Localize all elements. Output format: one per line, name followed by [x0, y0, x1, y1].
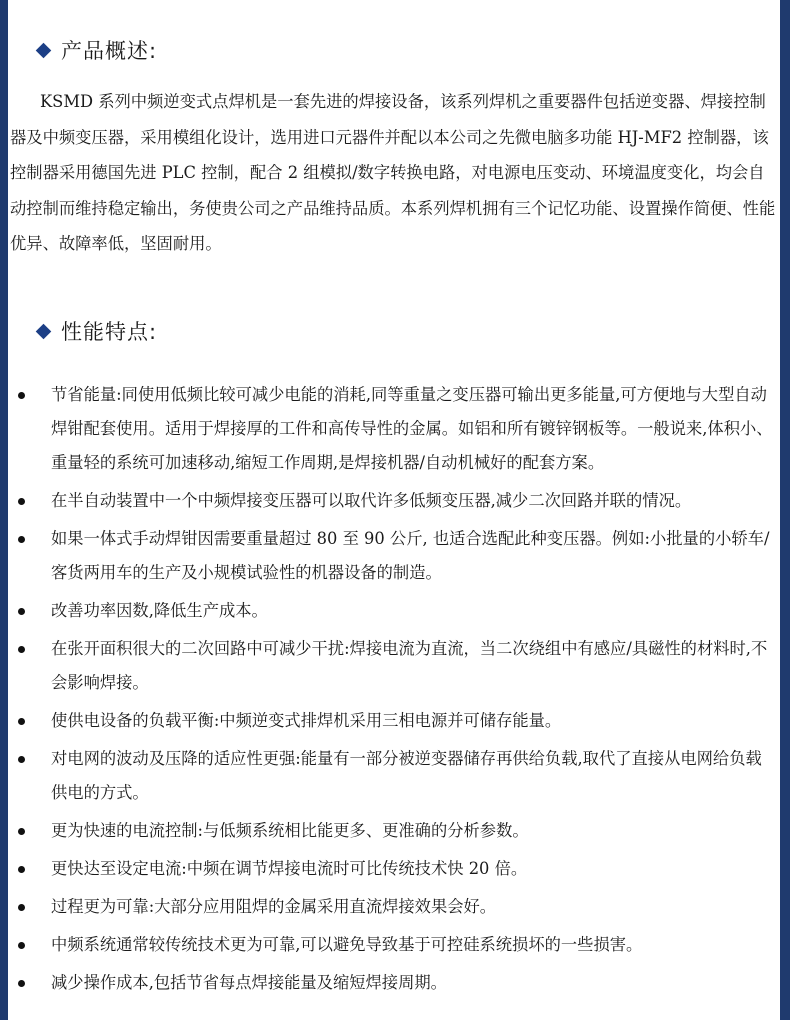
bullet-dot-icon [18, 828, 25, 835]
bullet-dot-icon [18, 392, 25, 399]
feature-text: 使供电设备的负载平衡:中频逆变式排焊机采用三相电源并可储存能量。 [51, 711, 562, 730]
bullet-dot-icon [18, 646, 25, 653]
feature-text: 在半自动装置中一个中频焊接变压器可以取代许多低频变压器,减少二次回路并联的情况。 [51, 491, 692, 510]
feature-item [8, 594, 780, 628]
overview-heading [38, 30, 157, 70]
bullet-dot-icon [18, 904, 25, 911]
overview-paragraph: KSMD 系列中频逆变式点焊机是一套先进的焊接设备，该系列焊机之重要器件包括逆变器、焊接控制器及中频变压器，采用模组化设计，选用进口元器件并配以本公司之先微电脑多功能 HJ-MF2 控制器，该控制器采用德国先进 PLC 控制，配合 2 组模拟/数字转换电路，对电源电压变动、环境温度变化，均会自动控制而维持稳定输出，务使贵公司之产品维持品质。本系列焊机拥有三个记忆功能、设置操作简便、性能优异、故障率低，坚固耐用。 [10, 92, 776, 254]
feature-item [8, 484, 780, 518]
bullet-dot-icon [18, 756, 25, 763]
bullet-dot-icon [18, 536, 25, 543]
feature-text: 减少操作成本,包括节省每点焊接能量及缩短焊接周期。 [51, 973, 447, 992]
feature-text: 中频系统通常较传统技术更为可靠,可以避免导致基于可控硅系统损坏的一些损害。 [51, 935, 643, 954]
feature-item [8, 814, 780, 848]
feature-text: 节省能量:同使用低频比较可减少电能的消耗,同等重量之变压器可输出更多能量,可方便地与大型自动焊钳配套使用。适用于焊接厚的工件和高传导性的金属。如铝和所有镀锌钢板等。一般说来,体积小、重量轻的系统可加速移动,缩短工作周期,是焊接机器/自动机械好的配套方案。 [51, 385, 773, 472]
features-heading-text: 性能特点: [61, 320, 158, 344]
feature-item [8, 704, 780, 738]
bullet-dot-icon [18, 608, 25, 615]
feature-item [8, 632, 780, 700]
bullet-dot-icon [18, 866, 25, 873]
feature-text: 在张开面积很大的二次回路中可减少干扰:焊接电流为直流，当二次绕组中有感应/具磁性的材料时,不会影响焊接。 [51, 639, 768, 692]
feature-item [8, 522, 780, 590]
feature-text: 过程更为可靠:大部分应用阻焊的金属采用直流焊接效果会好。 [51, 897, 497, 916]
features-list [8, 378, 780, 1004]
feature-item [8, 852, 780, 886]
overview-heading-text: 产品概述: [61, 39, 158, 63]
bullet-dot-icon [18, 980, 25, 987]
feature-item [8, 928, 780, 962]
features-heading [38, 311, 157, 351]
document-page [8, 0, 780, 1020]
feature-text: 更为快速的电流控制:与低频系统相比能更多、更准确的分析参数。 [51, 821, 529, 840]
feature-item [8, 890, 780, 924]
diamond-bullet-icon [36, 42, 52, 58]
feature-item [8, 742, 780, 810]
feature-item [8, 966, 780, 1000]
feature-text: 如果一体式手动焊钳因需要重量超过 80 至 90 公斤, 也适合选配此种变压器。例如:小批量的小轿车/客货两用车的生产及小规模试验性的机器设备的制造。 [51, 529, 770, 582]
feature-text: 改善功率因数,降低生产成本。 [51, 601, 268, 620]
feature-text: 对电网的波动及压降的适应性更强:能量有一部分被逆变器储存再供给负载,取代了直接从电网给负载供电的方式。 [51, 749, 762, 802]
bullet-dot-icon [18, 718, 25, 725]
feature-item [8, 378, 780, 480]
feature-text: 更快达至设定电流:中频在调节焊接电流时可比传统技术快 20 倍。 [51, 859, 528, 878]
bullet-dot-icon [18, 498, 25, 505]
bullet-dot-icon [18, 942, 25, 949]
diamond-bullet-icon [36, 323, 52, 339]
